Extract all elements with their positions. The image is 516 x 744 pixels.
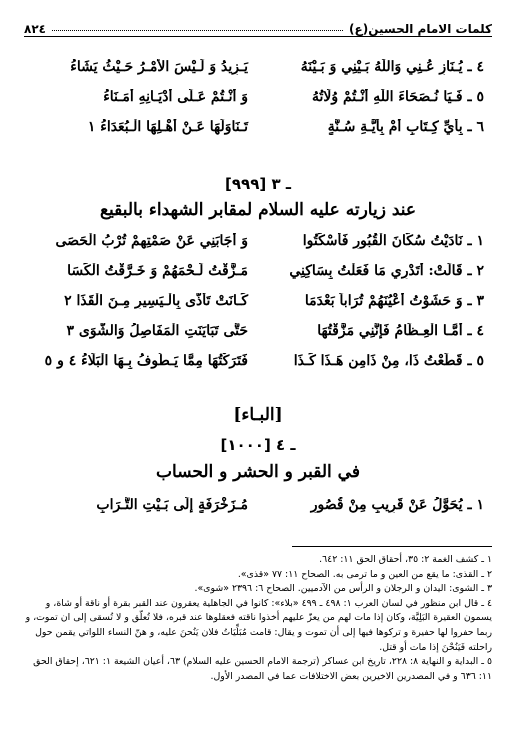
footnote: ٣ ـ الشوى: اليدان و الرجلان و الرأس من الآدميين. الصحاح ٦: ٢٣٩٦ «شوى». [194, 583, 492, 595]
footnote-divider [292, 546, 492, 547]
verse-second-hemistich: مَـزَّقْتُ لَـحْمَهُمْ وَ خَـرَّقْتُ الْكَسَا [67, 263, 248, 279]
footnote: ٢ ـ القذى: ما يقع من العين و ما ترمى به. الصحاح ١١: ٧٧ «قذى». [237, 568, 492, 580]
section-title: في القبر و الحشر و الحساب [156, 462, 360, 482]
section-title: عند زيارته عليه السلام لمقابر الشهداء بالبقيع [99, 200, 417, 220]
poem-section-999 [24, 226, 492, 376]
verse-second-hemistich: حَتَّى تَبَايَنَتِ الْمَفَاصِلُ وَالشَّوَى ٣ [66, 323, 248, 339]
footnote: ٤ ـ قال ابن منظور في لسان العرب ١: ٤٩٨ ـ ٤٩٩ «بلاء»: كانوا في الجاهلية يعقرون عند القبر بقرة أو ناقة أو شاة، و يسمون العقيرة البَلِيَّة، وكان إذا مات لهم من يعزّ عليهم أخذوا ناقته فعقلوها عند قبره، فلا تُعلّق و لا تُسقى إلى ان تموت، و ربما حفروا لها حفيرة و تركوها فيها إلى أن تموت و يقال: قامت مُبَلِّيَاتُ فلان يَنُحنَ عليه، و هنّ النساء اللواتي يقمن حول راحلته فَيَنُحْنَ إذا مات أو قتل. [25, 597, 492, 653]
verse-second-hemistich: وَ أَجَابَنِي عَنْ صَمْتِهِمْ تُرْبُ الْحَصَى [55, 233, 248, 249]
verse-first-hemistich: ٦ ـ بِأَيِّ كِـتَابٍ أَمْ بِأَيَّـةِ سُـنَّةٍ [327, 119, 484, 135]
section-number: [١٠٠٠] ـ ٤ [220, 436, 296, 454]
header-dot-leader [52, 30, 343, 31]
verse-second-hemistich: مُـزَخْرَفَةٍ إِلَى بَـيْتِ التُّـرَابِ [96, 497, 248, 513]
verse-first-hemistich: ٥ ـ فَـيَا نُـصَحَاءَ اللّٰهِ أَنْـتُمْ وُلَاتُهُ [311, 89, 484, 105]
verse-first-hemistich: ٢ ـ قَالَتْ: أَتَدْرِي مَا فَعَلْتُ بِسَاكِنِي [289, 263, 484, 279]
verse-first-hemistich: ٤ ـ أَمَّـا الْعِـظَامُ فَإِنَّنِي مَزَّقْتُهَا [317, 323, 484, 339]
verse-second-hemistich: تَـنَاوَلَهَا عَـنْ أَهْـلِهَا الْـبُعَدَاءُ ١ [87, 119, 248, 135]
verse-first-hemistich: ٣ ـ وَ حَشَوْتُ أَعْيُنَهُمْ تُرَاباً بَعْدَمَا [304, 293, 484, 309]
verse-second-hemistich: يَـزِيدُ وَ لَـيْسَ الأَمْـرُ حَـيْثُ يَشَاءُ [70, 59, 248, 75]
page-header [24, 14, 492, 37]
verse-line [24, 286, 492, 316]
verse-line [24, 316, 492, 346]
verse-line [24, 490, 492, 520]
poem-continuation [24, 52, 492, 142]
verse-line [24, 256, 492, 286]
footnotes [24, 553, 492, 684]
verse-second-hemistich: كَـانَتْ تَأَذَّى بِالْـيَسِيرِ مِـنَ الْقَذَا ٢ [64, 293, 248, 309]
footnote: ٥ ـ البداية و النهاية ٨: ٢٢٨، تاريخ ابن عساكر (ترجمة الامام الحسين عليه السلام) ٦٣، أعيان الشيعة ١: ٦٢١، إحقاق الحق ١١: ٦٣٦ و في المصدرين الاخيرين بعض الاختلافات عما في المصدر الأول. [33, 656, 492, 682]
verse-first-hemistich: ٥ ـ قَطَعْتُ ذَا، مِنْ ذَامِنٍ هَـذَا كَـذَا [293, 353, 484, 369]
verse-line [24, 226, 492, 256]
section-number: [٩٩٩] ـ ٣ [225, 175, 291, 193]
verse-first-hemistich: ١ ـ يُحَوَّلُ عَنْ قَرِيبٍ مِنْ قُصُورٍ [310, 497, 484, 513]
verse-first-hemistich: ٤ ـ يُـنَازِ عُـنِي وَاللّٰهُ بَـيْنِي وَ بَـيْنَهُ [300, 59, 484, 75]
page-number: ٨٢٤ [24, 22, 46, 36]
verse-line [24, 82, 492, 112]
verse-second-hemistich: فَتَرَكْتُهَا مِمَّا يَـطُوفُ بِـهَا الْبَلَاءُ ٤ و ٥ [44, 353, 248, 369]
book-title: كلمات الامام الحسين(ع) [349, 22, 492, 36]
chapter-heading: [البـاء] [233, 405, 283, 425]
footnote: ١ ـ كشف الغمة ٢: ٣٥، أحقاق الحق ١١: ٦٤٢. [319, 554, 492, 565]
poem-section-1000 [24, 490, 492, 520]
verse-second-hemistich: وَ أَنْـتُمْ عَـلَى أَدْيَـانِهِ أُمَـنَاءُ [103, 89, 248, 105]
verse-first-hemistich: ١ ـ نَادَيْتُ سُكَّانَ الْقُبُورِ فَأَسْكَتُوا [302, 233, 484, 249]
verse-line [24, 112, 492, 142]
verse-line [24, 346, 492, 376]
verse-line [24, 52, 492, 82]
